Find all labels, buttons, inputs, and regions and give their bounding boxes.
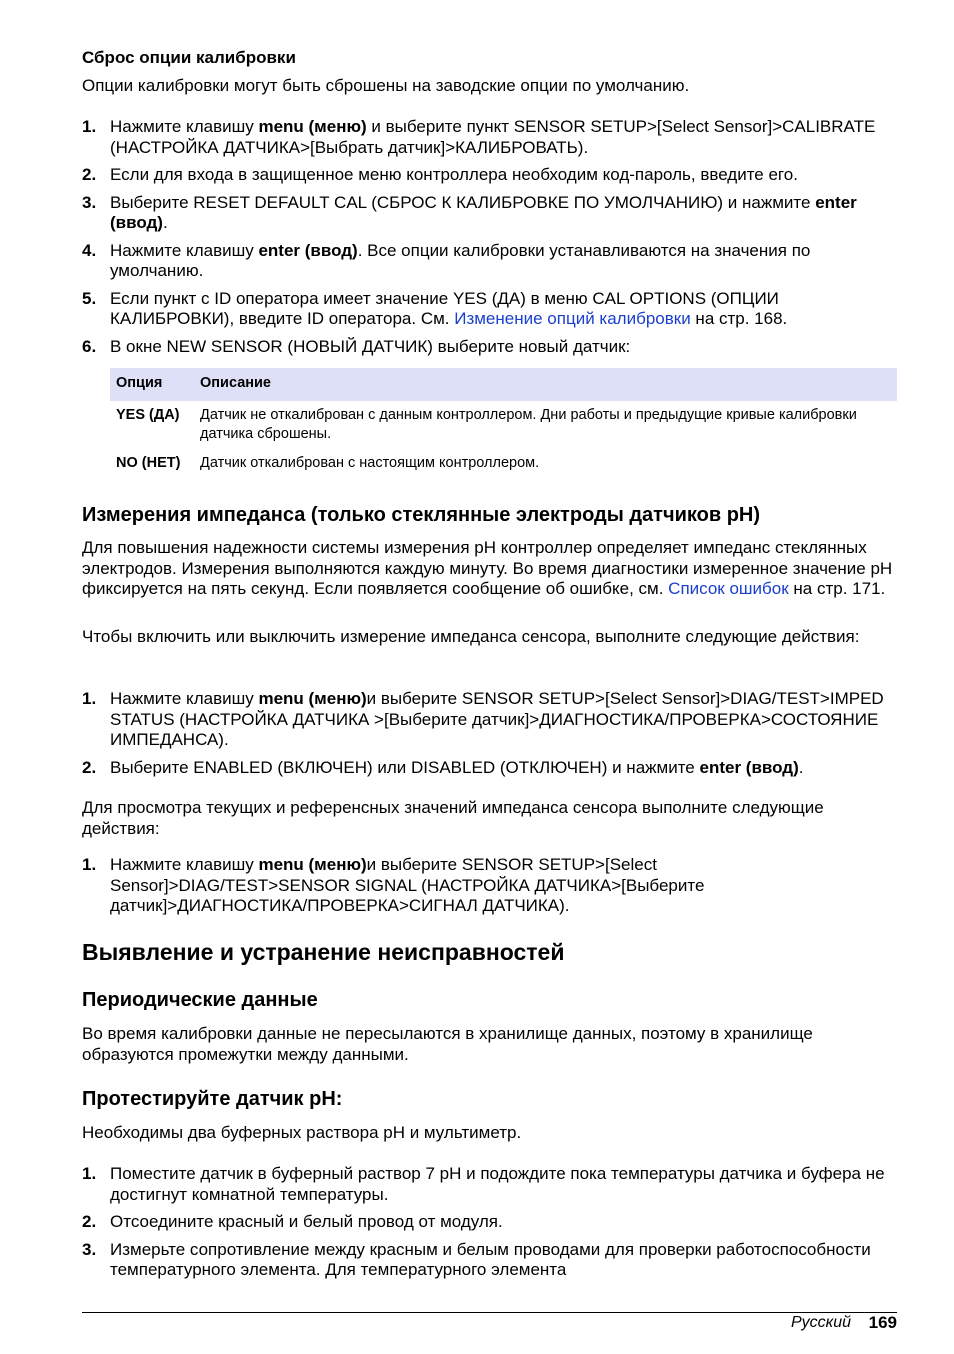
table-cell-description: Датчик не откалиброван с данным контроллером. Дни работы и предыдущие кривые калибровки датчика сброшены. [200, 407, 857, 442]
table-row [110, 401, 897, 449]
page-footer [82, 1312, 897, 1332]
calibration-reset-steps [82, 117, 897, 364]
impedance-paragraph-1: Для повышения надежности системы измерения pH контроллер определяет импеданс стеклянных электродов. Измерения выполняются каждую минуту. Во время диагностики измеренное значение pH фиксируется на пять секунд. Если появляется сообщение об ошибке, см. Список ошибок на стр. 171. [82, 538, 893, 598]
section-title-calibration-reset: Сброс опции калибровки [82, 48, 296, 67]
subsection-title-periodic-data: Периодические данные [82, 989, 318, 1011]
list-item: 3. Выберите RESET DEFAULT CAL (СБРОС К КАЛИБРОВКЕ ПО УМОЛЧАНИЮ) и нажмите enter (ввод). [82, 192, 857, 232]
table-cell-option: NO (НЕТ) [116, 455, 181, 471]
periodic-data-text: Во время калибровки данные не пересылаются в хранилище данных, поэтому в хранилище образуются промежутки между данными. [82, 1024, 813, 1064]
table-header-row [110, 368, 897, 401]
impedance-paragraph-2: Чтобы включить или выключить измерение импеданса сенсора, выполните следующие действия: [82, 627, 860, 646]
table-cell-option: YES (ДА) [116, 407, 180, 423]
footer-language: Русский [790, 1314, 851, 1331]
list-item: 4. Нажмите клавишу enter (ввод). Все опции калибровки устанавливаются на значения по умолчанию. [82, 240, 811, 280]
list-item: 1. Нажмите клавишу menu (меню)и выберите SENSOR SETUP>[Select Sensor]>DIAG/TEST>IMPED STATUS (НАСТРОЙКА ДАТЧИКА >[Выберите датчик]>ДИАГНОСТИКА/ПРОВЕРКА>СОСТОЯНИЕ ИМПЕДАНСА). [82, 689, 884, 749]
calibration-reset-intro: Опции калибровки могут быть сброшены на заводские опции по умолчанию. [82, 76, 690, 95]
list-item: 1. Нажмите клавишу menu (меню)и выберите SENSOR SETUP>[Select Sensor]>DIAG/TEST>SENSOR SIGNAL (НАСТРОЙКА ДАТЧИКА>[Выберите датчик]>ДИАГНОСТИКА/ПРОВЕРКА>СИГНАЛ ДАТЧИКА). [82, 855, 705, 915]
section-title-impedance: Измерения импеданса (только стеклянные электроды датчиков pH) [82, 504, 761, 526]
list-item: 2. Выберите ENABLED (ВКЛЮЧЕН) или DISABLED (ОТКЛЮЧЕН) и нажмите enter (ввод). [82, 757, 804, 777]
section-title-troubleshooting: Выявление и устранение неисправностей [82, 939, 565, 965]
list-item: 1. Поместите датчик в буферный раствор 7 pH и подождите пока температуры датчика и буфера не достигнут комнатной температуры. [82, 1164, 885, 1204]
impedance-paragraph-3: Для просмотра текущих и референсных значений импеданса сенсора выполните следующие действия: [82, 798, 824, 838]
test-ph-steps [82, 1164, 897, 1288]
link-error-list[interactable]: Список ошибок [668, 579, 789, 598]
table-header-description: Описание [194, 368, 897, 401]
link-calibration-options[interactable]: Изменение опций калибровки [454, 309, 691, 328]
list-item: 6. В окне NEW SENSOR (НОВЫЙ ДАТЧИК) выберите новый датчик: [82, 336, 631, 356]
list-item: 3. Измерьте сопротивление между красным и белым проводами для проверки работоспособности температурного элемента. Для температурного элемента [82, 1239, 871, 1279]
page-number: 169 [868, 1313, 897, 1332]
table-row [110, 449, 897, 479]
list-item: 2. Отсоедините красный и белый провод от модуля. [82, 1212, 503, 1231]
list-item: 1. Нажмите клавишу menu (меню) и выберите пункт SENSOR SETUP>[Select Sensor]>CALIBRATE (НАСТРОЙКА ДАТЧИКА>[Выбрать датчик]>КАЛИБРОВАТЬ). [82, 117, 876, 157]
subsection-title-test-ph: Протестируйте датчик pH: [82, 1088, 343, 1110]
impedance-view-steps [82, 855, 897, 924]
impedance-enable-steps [82, 689, 897, 785]
table-cell-description: Датчик откалиброван с настоящим контроллером. [200, 455, 540, 471]
table-header-option: Опция [110, 368, 194, 401]
new-sensor-options-table [110, 368, 897, 479]
list-item: 5. Если пункт с ID оператора имеет значение YES (ДА) в меню CAL OPTIONS (ОПЦИИ КАЛИБРОВКИ), введите ID оператора. См. Изменение опций калибровки на стр. 168. [82, 288, 788, 328]
test-ph-text: Необходимы два буферных раствора pH и мультиметр. [82, 1123, 522, 1142]
list-item: 2. Если для входа в защищенное меню контроллера необходим код-пароль, введите его. [82, 165, 798, 184]
